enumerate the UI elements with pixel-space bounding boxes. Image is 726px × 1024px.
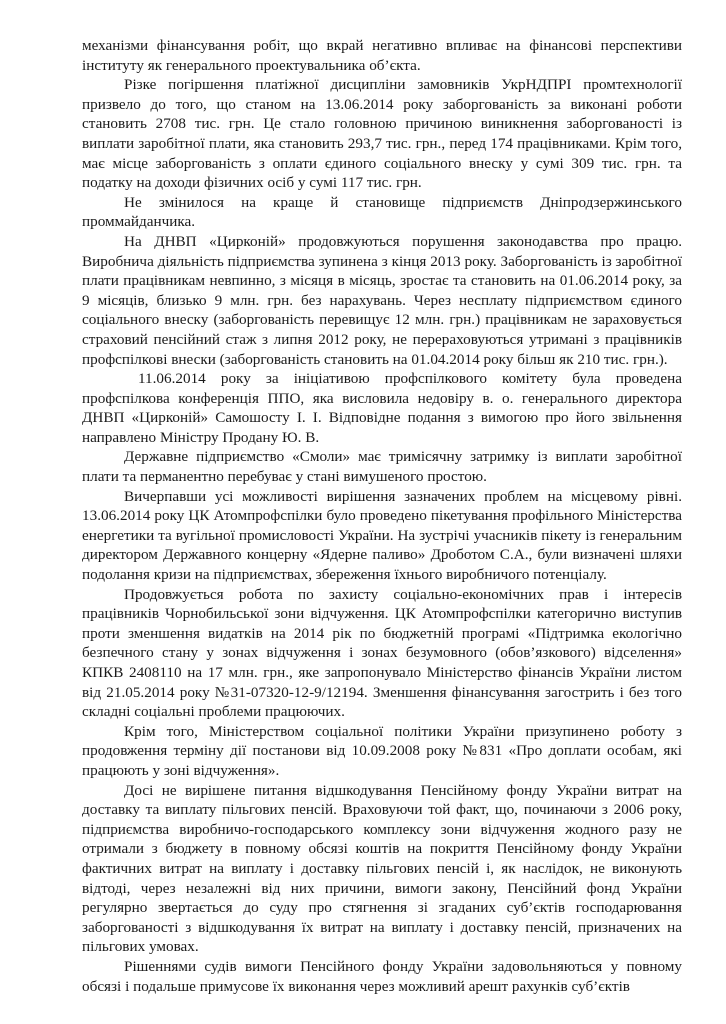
paragraph-1: механізми фінансування робіт, що вкрай негативно впливає на фінансові перспективи інституту як генерального проектувальника об’єкта.	[82, 37, 682, 74]
paragraph-11: Рішеннями судів вимоги Пенсійного фонду України задовольняються у повному обсязі і подальше примусове їх виконання через можливий арешт рахунків суб’єктів	[82, 957, 682, 995]
paragraph-4: На ДНВП «Цирконій» продовжуються порушення законодавства про працю. Виробнича діяльність підприємства зупинена з кінця 2013 року. Заборгованість із заробітної плати працівникам невпинно, з місяця в місяць, зростає та становить на 01.06.2014 року, за 9 місяців, близько 9 млн. грн. без нарахувань. Через несплату підприємством єдиного соціального внеску (заборгованість перевищує 12 млн. грн.) працівникам не зараховується страховий пенсійний стаж з липня 2012 року, не перераховуються утримані з працівників профспілкові внески (заборгованість становить на 01.04.2014 року більш як 210 тис. грн.).	[82, 232, 682, 368]
paragraph-6: Державне підприємство «Смоли» має тримісячну затримку із виплати заробітної плати та перманентно перебуває у стані вимушеного простою.	[82, 448, 682, 486]
paragraph-10: Досі не вирішене питання відшкодування Пенсійному фонду України витрат на доставку та виплату пільгових пенсій. Враховуючи той факт, що, починаючи з 2006 року, підприємства виробничо-господарського комплексу зони відчуження жодного разу не отримали з бюджету в повному обсязі коштів на покриття Пенсійному фонду України фактичних витрат на виплату і доставку пільгових пенсій і, як наслідок, не виконують відтоді, через незалежні від них причини, вимоги закону, Пенсійний фонд України регулярно звертається до суду про стягнення зі згаданих суб’єктів господарювання заборгованості з відшкодування їх витрат на виплату і доставку пенсій, призначених на пільгових умовах.	[82, 781, 682, 956]
paragraph-9: Крім того, Міністерством соціальної політики України призупинено роботу з продовження терміну дії постанови від 10.09.2008 року №831 «Про доплати особам, які працюють у зоні відчуження».	[82, 722, 682, 779]
paragraph-3: Не змінилося на краще й становище підприємств Дніпродзержинського проммайданчика.	[82, 193, 682, 231]
paragraph-2: Різке погіршення платіжної дисципліни замовників УкрНДПРІ промтехнології призвело до того, що станом на 13.06.2014 року заборгованість за виконані роботи становить 2708 тис. грн. Це стало головною причиною виникнення заборгованості із виплати заробітної плати, яка становить 293,7 тис. грн., перед 174 працівниками. Крім того, має місце заборгованість з оплати єдиного соціального внеску у сумі 309 тис. грн. та податку на доходи фізичних осіб у сумі 117 тис. грн.	[82, 76, 682, 192]
document-page	[82, 36, 682, 996]
paragraph-7: Вичерпавши усі можливості вирішення зазначених проблем на місцевому рівні. 13.06.2014 року ЦК Атомпрофспілки було проведено пікетування профільного Міністерства енергетики та вугільної промисловості України. На зустрічі учасників пікету із генеральним директором Державного концерну «Ядерне паливо» Дроботом С.А., були визначені шляхи подолання кризи на підприємствах, збереження їхнього виробничого потенціалу.	[82, 487, 682, 584]
paragraph-8: Продовжується робота по захисту соціально-економічних прав і інтересів працівників Чорнобильської зони відчуження. ЦК Атомпрофспілки категорично виступив проти зменшення видатків на 2014 рік по бюджетній програмі «Підтримка екологічно безпечного стану у зонах відчуження і зонах безумовного (обов’язкового) відселення» КПКВ 2408110 на 17 млн. грн., яке запропонувало Міністерство фінансів України листом від 21.05.2014 року №31-07320-12-9/12194. Зменшення фінансування загострить і без того складні соціальні проблеми працюючих.	[82, 585, 682, 721]
paragraph-5: 11.06.2014 року за ініціативою профспілкового комітету була проведена профспілкова конференція ППО, яка висловила недовіру в. о. генерального директора ДНВП «Цирконій» Самошосту І. І. Відповідне подання з вимогою про його звільнення направлено Міністру Продану Ю. В.	[82, 370, 682, 446]
